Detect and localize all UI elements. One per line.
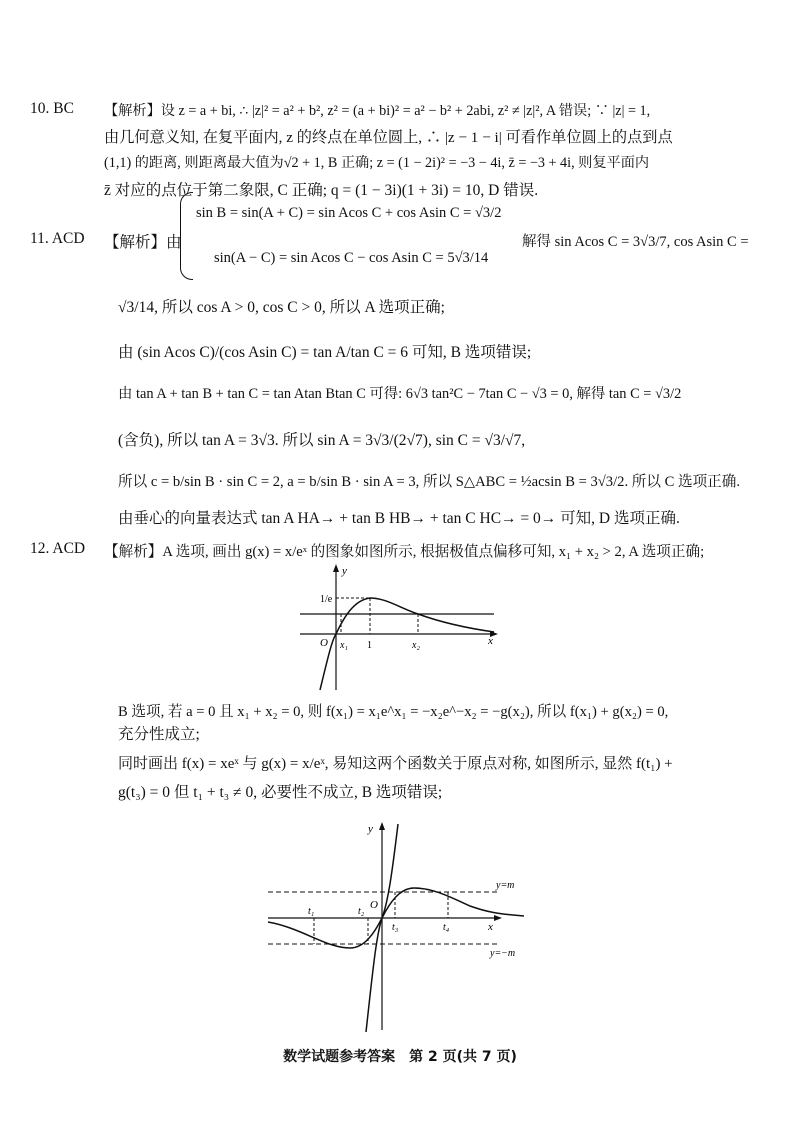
q12-line-4: 同时画出 f(x) = xeˣ 与 g(x) = x/eˣ, 易知这两个函数关于原点对称, 如图所示, 显然 f(t₁) +	[118, 756, 673, 772]
q11-line-3: 由 (sin Acos C)/(cos Asin C) = tan A/tan C = 6 可知, B 选项错误;	[118, 344, 532, 361]
q12-line-3: 充分性成立;	[118, 726, 200, 743]
q11-line-4: 由 tan A + tan B + tan C = tan Atan Btan C 可得: 6√3 tan²C − 7tan C − √3 = 0, 解得 tan C = √3/2	[118, 386, 682, 402]
q10-line-3: (1,1) 的距离, 则距离最大值为√2 + 1, B 正确; z = (1 − 2i)² = −3 − 4i, z̄ = −3 + 4i, 则复平面内	[104, 155, 650, 171]
g1-x-label: x	[488, 635, 493, 647]
q11-lead: 【解析】由	[104, 234, 182, 251]
g2-origin: O	[370, 899, 378, 911]
q11-equation-2: sin(A − C) = sin Acos C − cos Asin C = 5√3/14	[214, 250, 489, 266]
g1-x1: x₁	[340, 640, 348, 651]
question-12-number: 12. ACD	[30, 540, 86, 557]
q10-line-1: 【解析】设 z = a + bi, ∴ |z|² = a² + b², z² = (a + bi)² = a² − b² + 2abi, z² ≠ |z|², A 错误; ∵ |z| = 1,	[104, 103, 651, 119]
q12-line-5: g(t₃) = 0 但 t₁ + t₃ ≠ 0, 必要性不成立, B 选项错误;	[118, 784, 443, 801]
q10-line-2: 由几何意义知, 在复平面内, z 的终点在单位圆上, ∴ |z − 1 − i| 可看作单位圆上的点到点	[104, 129, 673, 146]
q11-line-5: (含负), 所以 tan A = 3√3. 所以 sin A = 3√3/(2√7), sin C = √3/√7,	[118, 432, 526, 449]
q11-line-2: √3/14, 所以 cos A > 0, cos C > 0, 所以 A 选项正确;	[118, 299, 445, 316]
g1-x2: x₂	[412, 640, 420, 651]
equation-system-brace	[180, 192, 193, 280]
g2-y-label: y	[368, 823, 373, 835]
g1-y-label: y	[342, 565, 347, 577]
g2-y-neg-m: y=−m	[490, 948, 516, 959]
graph-g-of-x	[290, 562, 510, 692]
g2-y-m: y=m	[496, 880, 515, 891]
q12-line-2: B 选项, 若 a = 0 且 x₁ + x₂ = 0, 则 f(x₁) = x₁e^x₁ = −x₂e^−x₂ = −g(x₂), 所以 f(x₁) + g(x₂) = 0,	[118, 704, 669, 720]
q11-line-6: 所以 c = b/sin B · sin C = 2, a = b/sin B · sin A = 3, 所以 S△ABC = ½acsin B = 3√3/2. 所以 C 选项正确.	[118, 474, 740, 490]
q11-solve: 解得 sin Acos C = 3√3/7, cos Asin C =	[522, 234, 749, 250]
q11-line-7: 由垂心的向量表达式 tan A HA→ + tan B HB→ + tan C HC→ = 0→ 可知, D 选项正确.	[118, 510, 680, 527]
g2-t3: t₃	[392, 922, 399, 933]
g2-t4: t₄	[443, 922, 450, 933]
question-11-number: 11. ACD	[30, 230, 85, 247]
g1-one: 1	[367, 640, 372, 651]
q12-line-1: 【解析】A 选项, 画出 g(x) = x/eˣ 的图象如图所示, 根据极值点偏移可知, x₁ + x₂ > 2, A 选项正确;	[104, 544, 705, 560]
g2-t1: t₁	[308, 906, 315, 917]
question-10-number: 10. BC	[30, 100, 74, 117]
g1-inv-e: 1/e	[320, 594, 333, 605]
q11-equation-1: sin B = sin(A + C) = sin Acos C + cos Asin C = √3/2	[196, 205, 502, 221]
graph-f-and-g	[262, 818, 532, 1034]
page-footer: 数学试题参考答案 第 2 页(共 7 页)	[283, 1049, 517, 1065]
g2-x-label: x	[488, 921, 493, 933]
g2-t2: t₂	[358, 906, 365, 917]
g1-origin: O	[320, 637, 328, 649]
q10-line-4: z̄ 对应的点位于第二象限, C 正确; q = (1 − 3i)(1 + 3i) = 10, D 错误.	[104, 182, 539, 199]
